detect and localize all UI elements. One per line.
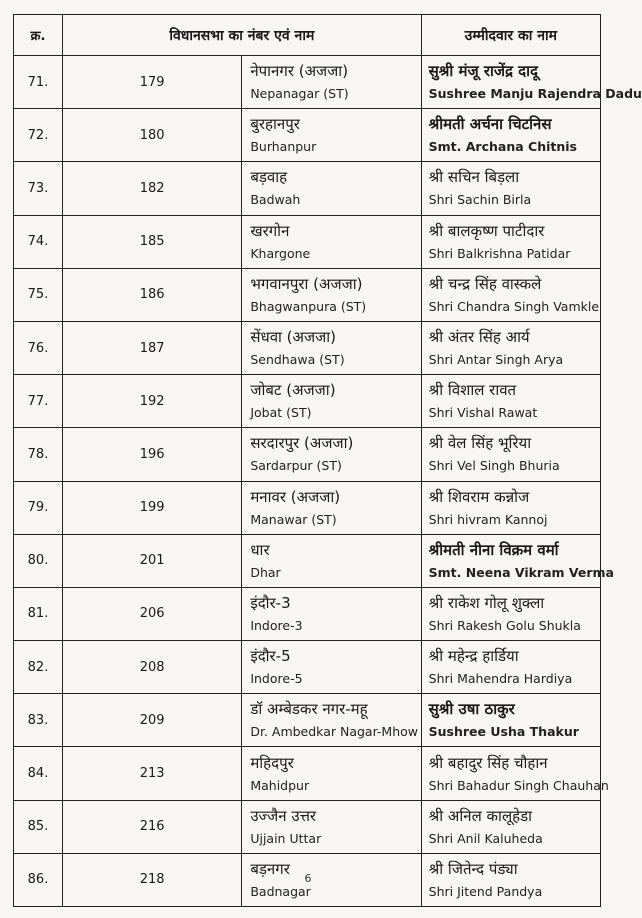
candidate-name-cell bbox=[421, 109, 600, 162]
constituency-name-english: Ujjain Uttar bbox=[250, 830, 322, 846]
candidate-name-cell bbox=[421, 587, 600, 640]
serial-cell: 80. bbox=[14, 534, 63, 587]
serial-cell: 74. bbox=[14, 215, 63, 268]
candidate-name-cell bbox=[421, 215, 600, 268]
table-row bbox=[14, 641, 601, 694]
constituency-name-english: Dhar bbox=[250, 564, 281, 580]
candidate-name-english: Sushree Usha Thakur bbox=[428, 724, 579, 740]
candidate-name-cell bbox=[421, 428, 600, 481]
candidate-name-cell bbox=[421, 641, 600, 694]
constituency-name-cell bbox=[242, 694, 421, 747]
constituency-name-hindi: सेंधवा (अजजा) bbox=[250, 328, 336, 347]
candidate-name-hindi: श्री जितेन्द पंड्या bbox=[428, 859, 518, 878]
constituency-name-english: Badnagar bbox=[250, 883, 311, 899]
candidate-name-hindi: श्री महेन्द्र हार्डिया bbox=[428, 647, 519, 666]
candidate-name-hindi: श्री वेल सिंह भूरिया bbox=[428, 434, 532, 453]
candidate-name-cell bbox=[421, 268, 600, 321]
candidate-list-sheet bbox=[13, 14, 642, 907]
serial-cell: 76. bbox=[14, 321, 63, 374]
constituency-number-cell: 216 bbox=[63, 800, 242, 853]
constituency-name-hindi: धार bbox=[250, 540, 270, 559]
candidate-name-english: Shri Vel Singh Bhuria bbox=[428, 458, 560, 474]
table-row bbox=[14, 800, 601, 853]
constituency-number-cell: 196 bbox=[63, 428, 242, 481]
constituency-number-cell: 182 bbox=[63, 162, 242, 215]
candidate-name-hindi: श्री सचिन बिड़ला bbox=[428, 168, 520, 187]
constituency-number-cell: 186 bbox=[63, 268, 242, 321]
constituency-name-cell bbox=[242, 375, 421, 428]
constituency-name-english: Khargone bbox=[250, 245, 311, 261]
constituency-number-cell: 208 bbox=[63, 641, 242, 694]
candidate-name-hindi: श्रीमती नीना विक्रम वर्मा bbox=[428, 540, 559, 559]
constituency-name-cell bbox=[242, 215, 421, 268]
constituency-name-english: Indore-5 bbox=[250, 671, 303, 687]
constituency-name-hindi: नेपानगर (अजजा) bbox=[250, 62, 349, 81]
candidate-name-hindi: श्री शिवराम कन्नोज bbox=[428, 487, 530, 506]
constituency-name-english: Sendhawa (ST) bbox=[250, 352, 345, 368]
table-row bbox=[14, 109, 601, 162]
header-candidate: उम्मीदवार का नाम bbox=[421, 15, 600, 56]
constituency-name-cell bbox=[242, 321, 421, 374]
serial-cell: 83. bbox=[14, 694, 63, 747]
constituency-number-cell: 187 bbox=[63, 321, 242, 374]
constituency-number-cell: 179 bbox=[63, 56, 242, 109]
candidate-name-english: Shri Anil Kaluheda bbox=[428, 830, 543, 846]
constituency-name-cell bbox=[242, 800, 421, 853]
candidate-name-hindi: श्री बालकृष्ण पाटीदार bbox=[428, 221, 545, 240]
candidate-name-hindi: श्री अनिल कालूहेडा bbox=[428, 806, 532, 825]
serial-cell: 73. bbox=[14, 162, 63, 215]
constituency-name-hindi: खरगोन bbox=[250, 221, 290, 240]
constituency-name-cell bbox=[242, 56, 421, 109]
constituency-name-hindi: बड़वाह bbox=[250, 168, 288, 187]
constituency-name-english: Manawar (ST) bbox=[250, 511, 337, 527]
constituency-name-hindi: डॉ अम्बेडकर नगर-महू bbox=[250, 700, 368, 719]
table-row bbox=[14, 747, 601, 800]
candidate-name-hindi: श्री राकेश गोलू शुक्ला bbox=[428, 593, 545, 612]
constituency-name-english: Sardarpur (ST) bbox=[250, 458, 342, 474]
constituency-number-cell: 213 bbox=[63, 747, 242, 800]
constituency-number-cell: 199 bbox=[63, 481, 242, 534]
candidate-name-english: Shri Vishal Rawat bbox=[428, 405, 538, 421]
serial-cell: 79. bbox=[14, 481, 63, 534]
table-row bbox=[14, 534, 601, 587]
constituency-name-english: Jobat (ST) bbox=[250, 405, 312, 421]
candidate-name-english: Smt. Archana Chitnis bbox=[428, 139, 577, 155]
header-constituency: विधानसभा का नंबर एवं नाम bbox=[63, 15, 422, 56]
candidate-name-hindi: श्री विशाल रावत bbox=[428, 381, 517, 400]
candidate-name-cell bbox=[421, 481, 600, 534]
candidate-name-english: Shri Balkrishna Patidar bbox=[428, 245, 571, 261]
constituency-name-cell bbox=[242, 268, 421, 321]
constituency-name-hindi: इंदौर-3 bbox=[250, 593, 291, 612]
constituency-number-cell: 185 bbox=[63, 215, 242, 268]
table-row bbox=[14, 321, 601, 374]
candidate-name-hindi: श्री चन्द्र सिंह वास्कले bbox=[428, 274, 542, 293]
serial-cell: 72. bbox=[14, 109, 63, 162]
candidate-name-cell bbox=[421, 800, 600, 853]
constituency-name-hindi: जोबट (अजजा) bbox=[250, 381, 336, 400]
serial-cell: 81. bbox=[14, 587, 63, 640]
serial-cell: 86. bbox=[14, 853, 63, 906]
serial-cell: 71. bbox=[14, 56, 63, 109]
constituency-name-cell bbox=[242, 641, 421, 694]
candidate-name-cell bbox=[421, 375, 600, 428]
constituency-name-cell bbox=[242, 534, 421, 587]
candidate-name-english: Shri Mahendra Hardiya bbox=[428, 671, 573, 687]
serial-cell: 75. bbox=[14, 268, 63, 321]
candidate-name-english: Shri Bahadur Singh Chauhan bbox=[428, 777, 609, 793]
serial-cell: 78. bbox=[14, 428, 63, 481]
table-row bbox=[14, 587, 601, 640]
serial-cell: 84. bbox=[14, 747, 63, 800]
candidate-name-cell bbox=[421, 321, 600, 374]
constituency-number-cell: 206 bbox=[63, 587, 242, 640]
candidate-name-english: Shri hivram Kannoj bbox=[428, 511, 548, 527]
table-row bbox=[14, 375, 601, 428]
constituency-name-cell bbox=[242, 481, 421, 534]
table-row bbox=[14, 268, 601, 321]
constituency-name-cell bbox=[242, 109, 421, 162]
candidate-name-english: Shri Chandra Singh Vamkle bbox=[428, 298, 600, 314]
constituency-name-cell bbox=[242, 162, 421, 215]
candidate-name-english: Smt. Neena Vikram Verma bbox=[428, 564, 614, 580]
constituency-name-english: Badwah bbox=[250, 192, 301, 208]
serial-cell: 77. bbox=[14, 375, 63, 428]
table-row bbox=[14, 215, 601, 268]
constituency-name-cell bbox=[242, 587, 421, 640]
constituency-number-cell: 201 bbox=[63, 534, 242, 587]
constituency-number-cell: 209 bbox=[63, 694, 242, 747]
constituency-name-english: Burhanpur bbox=[250, 139, 317, 155]
candidate-name-cell bbox=[421, 56, 642, 109]
candidate-name-hindi: श्री बहादुर सिंह चौहान bbox=[428, 753, 548, 772]
constituency-number-cell: 180 bbox=[63, 109, 242, 162]
constituency-name-hindi: बुरहानपुर bbox=[250, 115, 300, 134]
constituency-name-hindi: मनावर (अजजा) bbox=[250, 487, 341, 506]
page-number: 6 bbox=[304, 872, 312, 885]
candidate-name-cell bbox=[421, 694, 600, 747]
constituency-name-english: Nepanagar (ST) bbox=[250, 86, 349, 102]
constituency-name-hindi: सरदारपुर (अजजा) bbox=[250, 434, 354, 453]
constituency-name-cell bbox=[242, 428, 421, 481]
candidate-name-english: Shri Antar Singh Arya bbox=[428, 352, 564, 368]
candidate-name-cell bbox=[421, 747, 609, 800]
candidate-name-hindi: सुश्री मंजू राजेंद्र दादू bbox=[428, 62, 538, 81]
candidate-name-hindi: श्री अंतर सिंह आर्य bbox=[428, 328, 530, 347]
candidate-name-hindi: सुश्री उषा ठाकुर bbox=[428, 700, 515, 719]
candidate-table bbox=[13, 14, 642, 907]
table-header-row bbox=[14, 15, 601, 56]
constituency-number-cell: 192 bbox=[63, 375, 242, 428]
constituency-name-english: Indore-3 bbox=[250, 617, 303, 633]
serial-cell: 82. bbox=[14, 641, 63, 694]
constituency-name-cell bbox=[242, 747, 421, 800]
candidate-name-hindi: श्रीमती अर्चना चिटनिस bbox=[428, 115, 552, 134]
constituency-number-cell: 218 bbox=[63, 853, 242, 906]
constituency-name-english: Bhagwanpura (ST) bbox=[250, 298, 367, 314]
constituency-name-english: Dr. Ambedkar Nagar-Mhow bbox=[250, 724, 419, 740]
table-row bbox=[14, 56, 601, 109]
constituency-name-hindi: महिदपुर bbox=[250, 753, 294, 772]
candidate-name-cell bbox=[421, 534, 614, 587]
constituency-name-english: Mahidpur bbox=[250, 777, 310, 793]
candidate-name-english: Shri Jitend Pandya bbox=[428, 883, 543, 899]
table-row bbox=[14, 694, 601, 747]
candidate-name-cell bbox=[421, 162, 600, 215]
candidate-name-english: Shri Rakesh Golu Shukla bbox=[428, 617, 581, 633]
constituency-name-hindi: उज्जैन उत्तर bbox=[250, 806, 317, 825]
serial-cell: 85. bbox=[14, 800, 63, 853]
header-serial: क्र. bbox=[14, 15, 63, 56]
candidate-name-english: Shri Sachin Birla bbox=[428, 192, 532, 208]
constituency-name-hindi: बड़नगर bbox=[250, 859, 290, 878]
constituency-name-hindi: इंदौर-5 bbox=[250, 647, 291, 666]
table-row bbox=[14, 162, 601, 215]
candidate-name-english: Sushree Manju Rajendra Dadu bbox=[428, 86, 642, 102]
table-row bbox=[14, 428, 601, 481]
constituency-name-hindi: भगवानपुरा (अजजा) bbox=[250, 274, 363, 293]
table-row bbox=[14, 481, 601, 534]
